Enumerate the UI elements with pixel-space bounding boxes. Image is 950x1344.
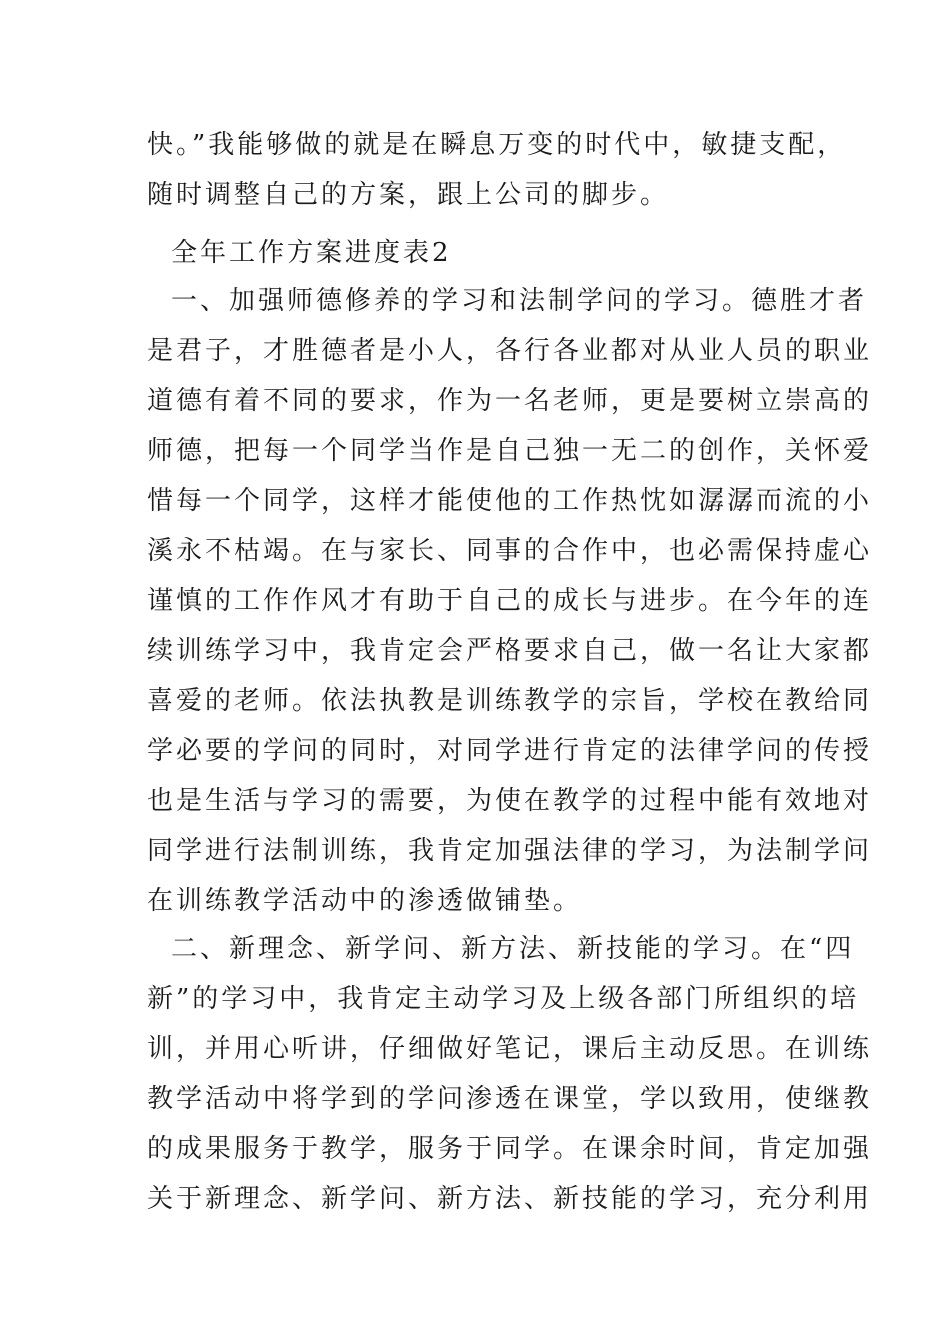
text-line: 惜每一个同学，这样才能使他的工作热忱如潺潺而流的小	[147, 486, 873, 516]
text-line	[147, 276, 868, 326]
text-line: 谨慎的工作作风才有助于自己的成长与进步。在今年的连	[147, 586, 873, 616]
text-line	[147, 924, 855, 974]
paragraph-1	[147, 120, 847, 220]
text-line: 随时调整自己的方案，跟上公司的脚步。	[147, 180, 670, 210]
text-line: 训，并用心听讲，仔细做好笔记，课后主动反思。在训练	[147, 1034, 873, 1064]
paragraph-2-block	[147, 276, 873, 926]
paragraph-3-block	[147, 924, 873, 1224]
text-line: 也是生活与学习的需要，为使在教学的过程中能有效地对	[147, 786, 873, 816]
text-line-content: 一、加强师德修养的学习和法制学问的学习。德胜才者	[171, 286, 868, 316]
text-line: 新”的学习中，我肯定主动学习及上级各部门所组织的培	[147, 984, 860, 1014]
section-title: 全年工作方案进度表2	[171, 238, 452, 268]
text-line: 在训练教学活动中的渗透做铺垫。	[147, 886, 583, 916]
text-line: 道德有着不同的要求，作为一名老师，更是要树立崇高的	[147, 386, 873, 416]
text-line: 溪永不枯竭。在与家长、同事的合作中，也必需保持虚心	[147, 536, 873, 566]
section-title-block	[147, 228, 807, 278]
text-line: 关于新理念、新学问、新方法、新技能的学习，充分利用	[147, 1184, 873, 1214]
text-line: 续训练学习中，我肯定会严格要求自己，做一名让大家都	[147, 636, 873, 666]
text-line: 的成果服务于教学，服务于同学。在课余时间，肯定加强	[147, 1134, 873, 1164]
text-line: 学必要的学问的同时，对同学进行肯定的法律学问的传授	[147, 736, 873, 766]
text-line: 快。”我能够做的就是在瞬息万变的时代中，敏捷支配，	[147, 130, 847, 160]
paragraph-continuation	[147, 120, 847, 220]
text-line: 是君子，才胜德者是小人，各行各业都对从业人员的职业	[147, 336, 873, 366]
text-line: 师德，把每一个同学当作是自己独一无二的创作，关怀爱	[147, 436, 873, 466]
text-line: 同学进行法制训练，我肯定加强法律的学习，为法制学问	[147, 836, 873, 866]
text-line-content: 二、新理念、新学问、新方法、新技能的学习。在“四	[171, 934, 855, 964]
paragraph-3	[147, 924, 873, 1224]
text-line: 喜爱的老师。依法执教是训练教学的宗旨，学校在教给同	[147, 686, 873, 716]
text-line: 教学活动中将学到的学问渗透在课堂，学以致用，使继教	[147, 1084, 873, 1114]
paragraph-2	[147, 276, 873, 926]
